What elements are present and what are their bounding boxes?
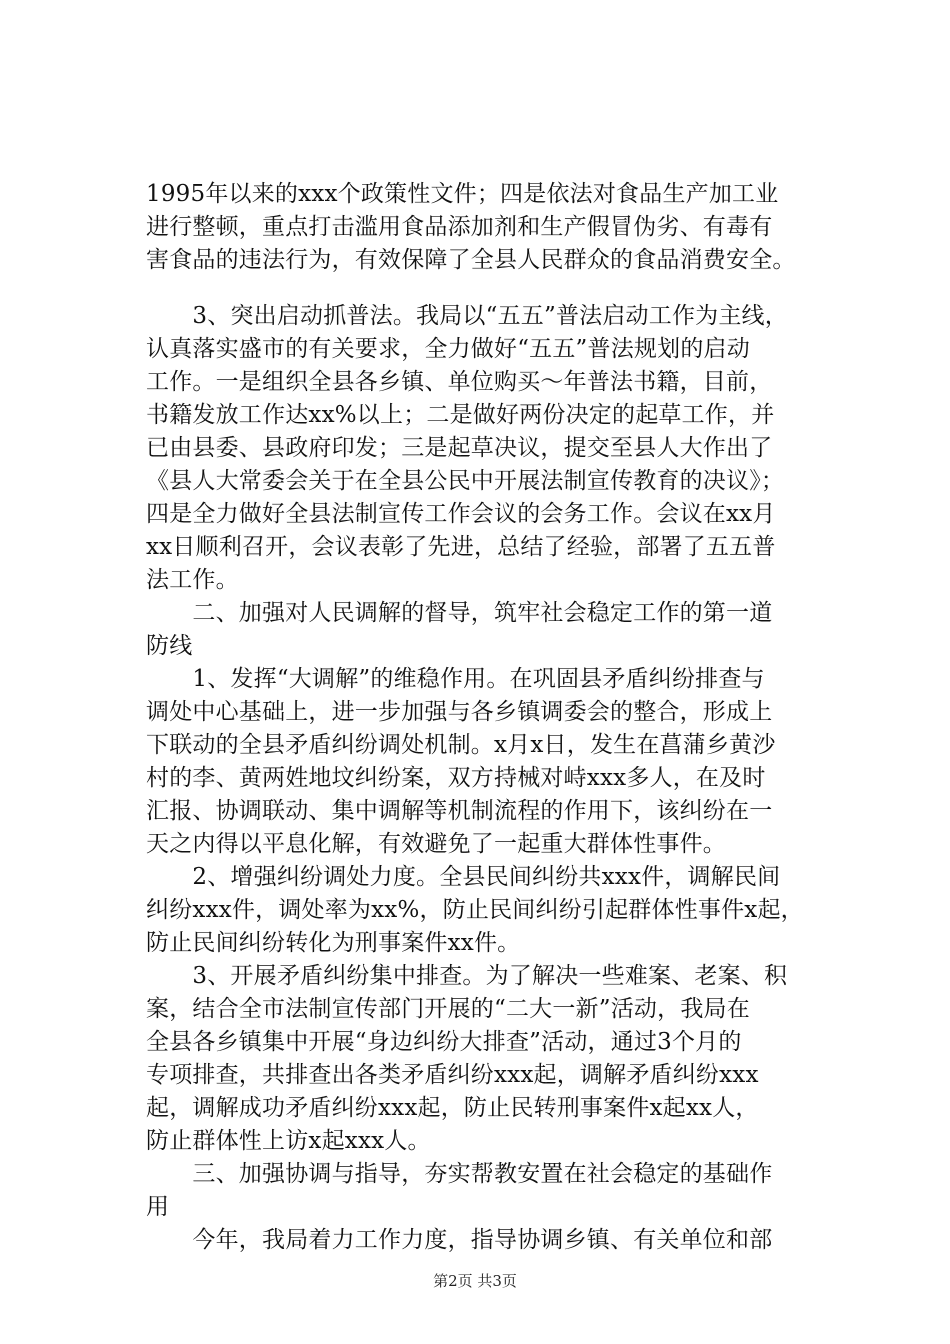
text-line: 防止民间纠纷转化为刑事案件xx件。 <box>146 930 521 956</box>
text-line: 1、发挥“大调解”的维稳作用。在巩固县矛盾纠纷排查与 <box>146 666 765 692</box>
text-line: xx日顺利召开，会议表彰了先进，总结了经验，部署了五五普 <box>146 534 776 560</box>
text-line: 四是全力做好全县法制宣传工作会议的会务工作。会议在xx月 <box>146 501 776 527</box>
section-heading: 防线 <box>146 633 193 659</box>
text-line: 进行整顿，重点打击滥用食品添加剂和生产假冒伪劣、有毒有 <box>146 214 773 240</box>
text-line: 案，结合全市法制宣传部门开展的“二大一新”活动，我局在 <box>146 996 750 1022</box>
text-line: 防止群体性上访x起xxx人。 <box>146 1128 431 1154</box>
text-line: 天之内得以平息化解，有效避免了一起重大群体性事件。 <box>146 831 726 857</box>
page-footer: 第2页 共3页 <box>433 1272 517 1290</box>
text-line: 工作。一是组织全县各乡镇、单位购买～年普法书籍，目前， <box>146 369 773 395</box>
text-line: 全县各乡镇集中开展“身边纠纷大排查”活动，通过3个月的 <box>146 1029 742 1055</box>
text-line: 法工作。 <box>146 567 239 593</box>
text-line: 今年，我局着力工作力度，指导协调乡镇、有关单位和部 <box>146 1227 773 1253</box>
text-line: 村的李、黄两姓地坟纠纷案，双方持械对峙xxx多人，在及时 <box>146 765 766 791</box>
section-heading: 三、加强协调与指导，夯实帮教安置在社会稳定的基础作 <box>146 1161 773 1187</box>
text-line: 3、突出启动抓普法。我局以“五五”普法启动工作为主线， <box>146 303 788 329</box>
text-line: 纠纷xxx件，调处率为xx%，防止民间纠纷引起群体性事件x起， <box>146 897 804 923</box>
text-line: 起，调解成功矛盾纠纷xxx起，防止民转刑事案件x起xx人， <box>146 1095 759 1121</box>
text-line: 书籍发放工作达xx%以上；二是做好两份决定的起草工作，并 <box>146 402 775 428</box>
text-line: 专项排查，共排查出各类矛盾纠纷xxx起，调解矛盾纠纷xxx <box>146 1062 759 1088</box>
text-line: 害食品的违法行为，有效保障了全县人民群众的食品消费安全。 <box>146 247 796 273</box>
text-line: 1995年以来的xxx个政策性文件；四是依法对食品生产加工业 <box>146 181 779 207</box>
text-line: 下联动的全县矛盾纠纷调处机制。x月x日，发生在菖蒲乡黄沙 <box>146 732 776 758</box>
text-line: 已由县委、县政府印发；三是起草决议，提交至县人大作出了 <box>146 435 773 461</box>
text-line: 2、增强纠纷调处力度。全县民间纠纷共xxx件，调解民间 <box>146 864 781 890</box>
text-line: 汇报、协调联动、集中调解等机制流程的作用下，该纠纷在一 <box>146 798 773 824</box>
text-line: 《县人大常委会关于在全县公民中开展法制宣传教育的决议》； <box>146 468 785 494</box>
text-line: 调处中心基础上，进一步加强与各乡镇调委会的整合，形成上 <box>146 699 773 725</box>
text-line: 认真落实盛市的有关要求，全力做好“五五”普法规划的启动 <box>146 336 750 362</box>
section-heading: 用 <box>146 1194 170 1220</box>
section-heading: 二、加强对人民调解的督导，筑牢社会稳定工作的第一道 <box>146 600 773 626</box>
text-line: 3、开展矛盾纠纷集中排查。为了解决一些难案、老案、积 <box>146 963 788 989</box>
